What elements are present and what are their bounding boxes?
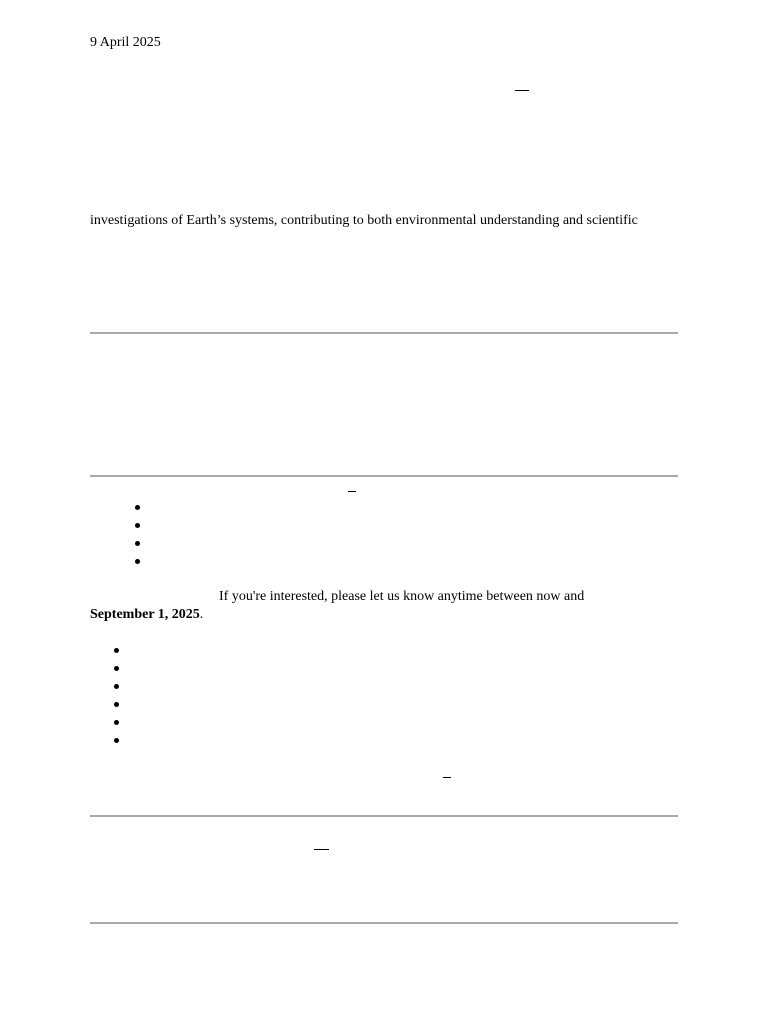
list-bullet bbox=[135, 541, 140, 546]
list-bullet bbox=[135, 559, 140, 564]
list-bullet bbox=[135, 505, 140, 510]
document-date: 9 April 2025 bbox=[90, 35, 161, 50]
section-divider bbox=[90, 332, 678, 334]
list-bullet bbox=[114, 720, 119, 725]
body-text-line: investigations of Earth’s systems, contributing to both environmental understanding and scientific bbox=[90, 213, 638, 228]
interest-text: If you're interested, please let us know anytime between now and bbox=[219, 589, 585, 604]
deadline-punctuation: . bbox=[199, 607, 204, 622]
dash-mark bbox=[348, 491, 356, 492]
section-divider bbox=[90, 922, 678, 924]
list-bullet bbox=[135, 523, 140, 528]
section-divider bbox=[90, 815, 678, 817]
deadline-date: September 1, 2025 bbox=[90, 607, 200, 622]
list-bullet bbox=[114, 702, 119, 707]
list-bullet bbox=[114, 666, 119, 671]
section-divider bbox=[90, 475, 678, 477]
list-bullet bbox=[114, 738, 119, 743]
dash-mark bbox=[314, 849, 329, 850]
dash-mark bbox=[515, 90, 529, 91]
list-bullet bbox=[114, 648, 119, 653]
deadline-text bbox=[90, 607, 203, 623]
list-bullet bbox=[114, 684, 119, 689]
dash-mark bbox=[443, 777, 451, 778]
